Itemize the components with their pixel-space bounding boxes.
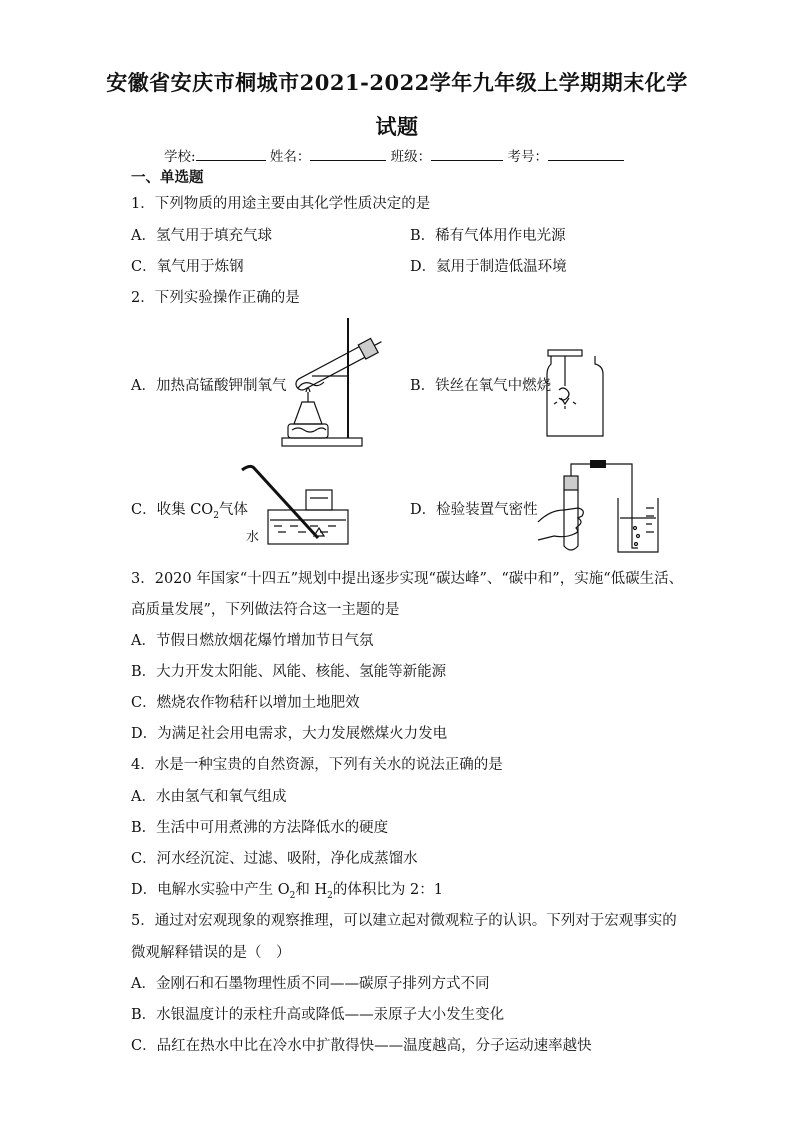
section-heading: 一、单选题 xyxy=(131,169,204,186)
water-label: 水 xyxy=(246,530,260,545)
q3-option-a: A．节假日燃放烟花爆竹增加节日气氛 xyxy=(131,633,374,649)
page-title-line2: 试题 xyxy=(375,114,419,139)
q4-option-a: A．水由氢气和氧气组成 xyxy=(131,789,287,805)
q4-option-d: D．电解水实验中产生 $O_2$和 $H_2$的体积比为 2：1 xyxy=(131,882,443,901)
student-info xyxy=(164,145,624,165)
q3-option-c: C．燃烧农作物秸秆以增加土地肥效 xyxy=(131,695,360,711)
q3-option-b: B．大力开发太阳能、风能、核能、氢能等新能源 xyxy=(131,664,447,680)
q5-stem-line1: 5．通过对宏观现象的观察推理，可以建立起对微观粒子的认识。下列对于宏观事实的 xyxy=(131,913,677,929)
q2-option-d: D．检验装置气密性 xyxy=(410,502,538,518)
name-blank xyxy=(310,146,386,161)
class-blank xyxy=(431,146,503,161)
q2-option-b: B．铁丝在氧气中燃烧 xyxy=(410,378,552,394)
figure-iron-wire-combustion xyxy=(545,346,605,438)
q2-stem: 2．下列实验操作正确的是 xyxy=(131,290,300,306)
figure-heating-potassium-permanganate xyxy=(272,318,390,450)
school-blank xyxy=(196,146,266,161)
q5-option-c: C．品红在热水中比在冷水中扩散得快——温度越高，分子运动速率越快 xyxy=(131,1038,592,1054)
q4-stem: 4．水是一种宝贵的自然资源，下列有关水的说法正确的是 xyxy=(131,757,503,773)
school-label: 学校: xyxy=(164,149,196,165)
q1-stem: 1．下列物质的用途主要由其化学性质决定的是 xyxy=(131,196,431,212)
q4-option-b: B．生活中可用煮沸的方法降低水的硬度 xyxy=(131,820,389,836)
q2-option-c: C．收集 $CO_2$气体 xyxy=(131,502,248,521)
page-title: 安徽省安庆市桐城市2021-2022学年九年级上学期期末化学 xyxy=(106,70,688,95)
q5-stem-line2: 微观解释错误的是（ ） xyxy=(131,945,291,961)
q4-option-c: C．河水经沉淀、过滤、吸附，净化成蒸馏水 xyxy=(131,851,418,867)
q3-option-d: D．为满足社会用电需求，大力发展燃煤火力发电 xyxy=(131,726,448,742)
q2-option-a: A．加热高锰酸钾制氧气 xyxy=(131,378,287,394)
q1-option-a: A．氢气用于填充气球 xyxy=(131,228,272,244)
q3-stem-line1: 3．2020 年国家“十四五”规划中提出逐步实现“碳达峰”、“碳中和”，实施“低碳生活、 xyxy=(131,571,684,587)
q3-stem-line2: 高质量发展”，下列做法符合这一主题的是 xyxy=(131,602,400,618)
q1-option-d: D．氦用于制造低温环境 xyxy=(410,259,567,275)
exam-no-label: 考号： xyxy=(507,149,548,165)
class-label: 班级： xyxy=(390,149,432,165)
q5-option-b: B．水银温度计的汞柱升高或降低——汞原子大小发生变化 xyxy=(131,1007,505,1023)
name-label: 姓名： xyxy=(269,149,311,165)
q1-option-c: C．氧气用于炼钢 xyxy=(131,259,244,275)
exam-no-blank xyxy=(548,146,624,161)
q1-option-b: B．稀有气体用作电光源 xyxy=(410,228,566,244)
q5-option-a: A．金刚石和石墨物理性质不同——碳原子排列方式不同 xyxy=(131,976,490,992)
figure-check-airtightness xyxy=(536,460,660,556)
